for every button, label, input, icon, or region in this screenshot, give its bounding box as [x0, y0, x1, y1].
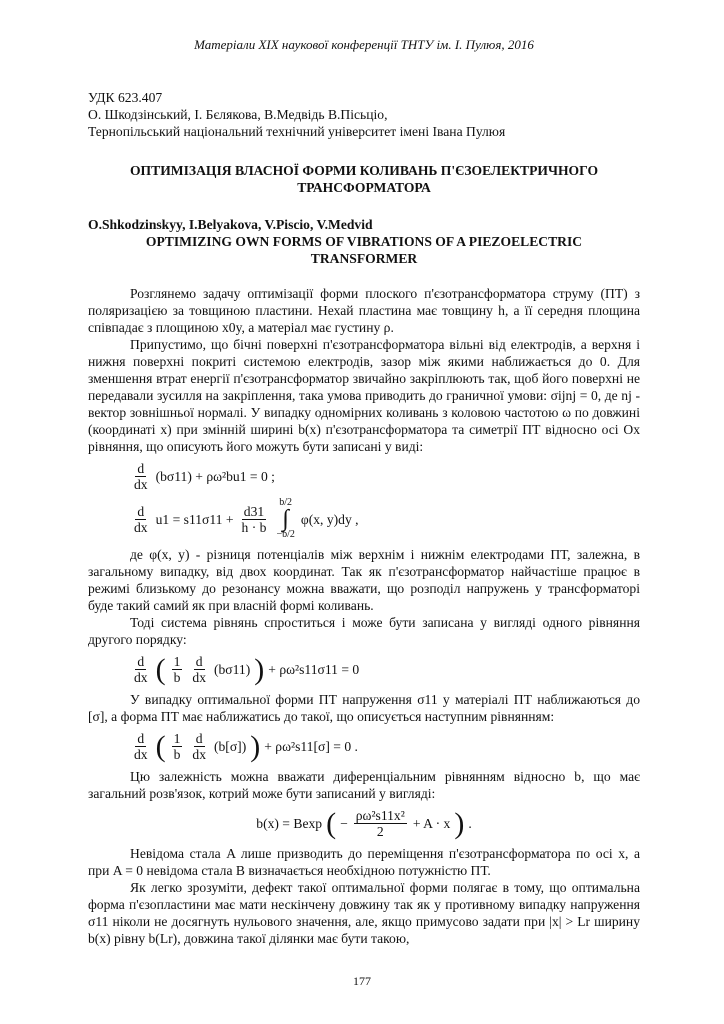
equation-5-left: b(x) = Bexp	[256, 816, 323, 831]
equation-1-body: (bσ11) + ρω²bu1 = 0 ;	[155, 469, 275, 484]
left-paren: (	[155, 652, 166, 686]
equation-4-inner: (b[σ])	[213, 739, 247, 754]
inverse-b-frac: $\frac{1}{b}$	[173, 731, 181, 762]
paragraph-1: Розглянемо задачу оптимізації форми плоского п'єзотрансформатора струму (ПТ) з поляризацією за товщиною пластини. Нехай пластина має товщину h, а її середня площина співпадає з площиною x0y, а матеріал має густину ρ.	[88, 286, 640, 335]
exponent-frac: $\frac{\text{ρω²s11x²}}{2}$	[355, 808, 405, 839]
equation-1	[130, 461, 640, 492]
derivative-frac: $\frac{d}{dx}$	[134, 731, 148, 762]
left-paren: (	[155, 729, 166, 763]
page-number: 177	[353, 974, 371, 988]
derivative-frac: $\frac{d}{dx}$	[134, 503, 148, 535]
paragraph-2-text-b: , де nj - вектор зовнішньої нормалі. У випадку одномірних коливань з коловою частотою ω по довжині (координаті x) при змінній ширині b(x) п'єзотрансформатора та симетрії ПТ відносно осі Ox рівняння, що описують його можуть бути записані у виді:	[88, 388, 641, 454]
equation-2	[130, 498, 640, 540]
left-paren: (	[326, 806, 337, 840]
paragraph-8: Як легко зрозуміти, дефект такої оптимальної форми полягає в тому, що оптимальна форма п'єзопластини має мати нескінчену довжину так як у противному випадку напруження σ11 ніколи не досягнуть нульового значення, але, якщо примусово задати при |x| > Lr ширину b(x) рівну b(Lr), довжина такої ділянки має бути такою,	[88, 880, 640, 946]
equation-4	[130, 731, 640, 762]
authors-en: O.Shkodzinskyy, I.Belyakova, V.Piscio, V.Medvid	[88, 217, 373, 232]
equation-2-body: φ(x, y)dy ,	[300, 511, 359, 527]
right-paren: )	[250, 729, 261, 763]
coefficient-frac: $\frac{d31}{h \cdot b}$	[241, 503, 267, 535]
title-en	[88, 233, 640, 267]
paragraph-7: Невідома стала A лише призводить до переміщення п'єзотрансформатора по осі x, а при A = 0 невідома стала B визначається необхідною потужністю ПТ.	[88, 846, 640, 878]
authors-ua: О. Шкодзінський, І. Бєлякова, В.Медвідь В.Пісьціо,	[88, 107, 388, 122]
paragraph-3: де φ(x, y) - різниця потенціалів між верхнім і нижнім електродами ПТ, залежна, в загальному випадку, від двох координат. Так як п'єзотрансформатор найчастіше працює в режимі близькому до резонансу можна вважати, що розподіл напружень у трансформаторі буде такий самий як при власній формі коливань.	[88, 547, 640, 613]
integral-sign: ∫	[282, 506, 289, 532]
running-header: Матеріали ХІХ наукової конференції ТНТУ ім. І. Пулюя, 2016	[194, 37, 534, 52]
paragraph-4: Тоді система рівнянь спроститься і може бути записана у вигляді одного рівняння другого порядку:	[88, 615, 640, 647]
equation-3	[130, 654, 640, 685]
paragraph-6: Цю залежність можна вважати диференціальним рівнянням відносно b, що має загальний розв'язок, котрий може бути записаний у вигляді:	[88, 769, 640, 801]
title-en-line-2: TRANSFORMER	[310, 251, 418, 266]
title-ua	[88, 162, 640, 196]
udk: УДК 623.407	[88, 90, 163, 105]
derivative-frac: $\frac{d}{dx}$	[134, 461, 148, 492]
paragraph-2-text-a: Припустимо, що бічні поверхні п'єзотрансформатора вільні від електродів, а верхня і нижня поверхні покриті системою електродів, зазор між якими наближається до 0. Для зменшення втрат енергії п'єзотрансформатор звичайно закріплюють так, щоб його поверхні не передавали зусилля на закріплення, така умова приводить до граничної умови:	[88, 337, 640, 403]
title-ua-line-1: ОПТИМІЗАЦІЯ ВЛАСНОЇ ФОРМИ КОЛИВАНЬ П'ЄЗОЕЛЕКТРИЧНОГО	[129, 163, 599, 178]
boundary-condition: σijnj = 0	[550, 388, 598, 403]
equation-5	[88, 808, 640, 839]
equation-5-body: + A · x	[412, 816, 451, 831]
inverse-b-frac: $\frac{1}{b}$	[173, 654, 181, 685]
article-body	[88, 285, 640, 947]
right-paren: )	[254, 652, 265, 686]
derivative-frac: $\frac{d}{dx}$	[192, 654, 206, 685]
title-en-line-1: OPTIMIZING OWN FORMS OF VIBRATIONS OF A PIEZOELECTRIC	[145, 234, 583, 249]
equation-2-left: u1 = s11σ11 +	[155, 511, 234, 527]
derivative-frac: $\frac{d}{dx}$	[192, 731, 206, 762]
integral: b/2 ∫ −b/2	[276, 497, 295, 540]
period: .	[468, 816, 472, 831]
equation-3-inner: (bσ11)	[213, 662, 251, 677]
equation-3-body: + ρω²s11σ11 = 0	[268, 662, 360, 677]
equation-4-body: + ρω²s11[σ] = 0 .	[264, 739, 358, 754]
derivative-frac: $\frac{d}{dx}$	[134, 654, 148, 685]
title-ua-line-2: ТРАНСФОРМАТОРА	[297, 180, 431, 195]
paragraph-2	[88, 336, 640, 455]
page	[88, 36, 640, 947]
right-paren: )	[454, 806, 465, 840]
affiliation: Тернопільський національний технічний університет імені Івана Пулюя	[88, 124, 506, 139]
minus-sign: −	[340, 816, 348, 831]
paragraph-5: У випадку оптимальної форми ПТ напруження σ11 у матеріалі ПТ наближаються до [σ], а форма ПТ має наближатись до такої, що описується наступним рівнянням:	[88, 692, 640, 724]
